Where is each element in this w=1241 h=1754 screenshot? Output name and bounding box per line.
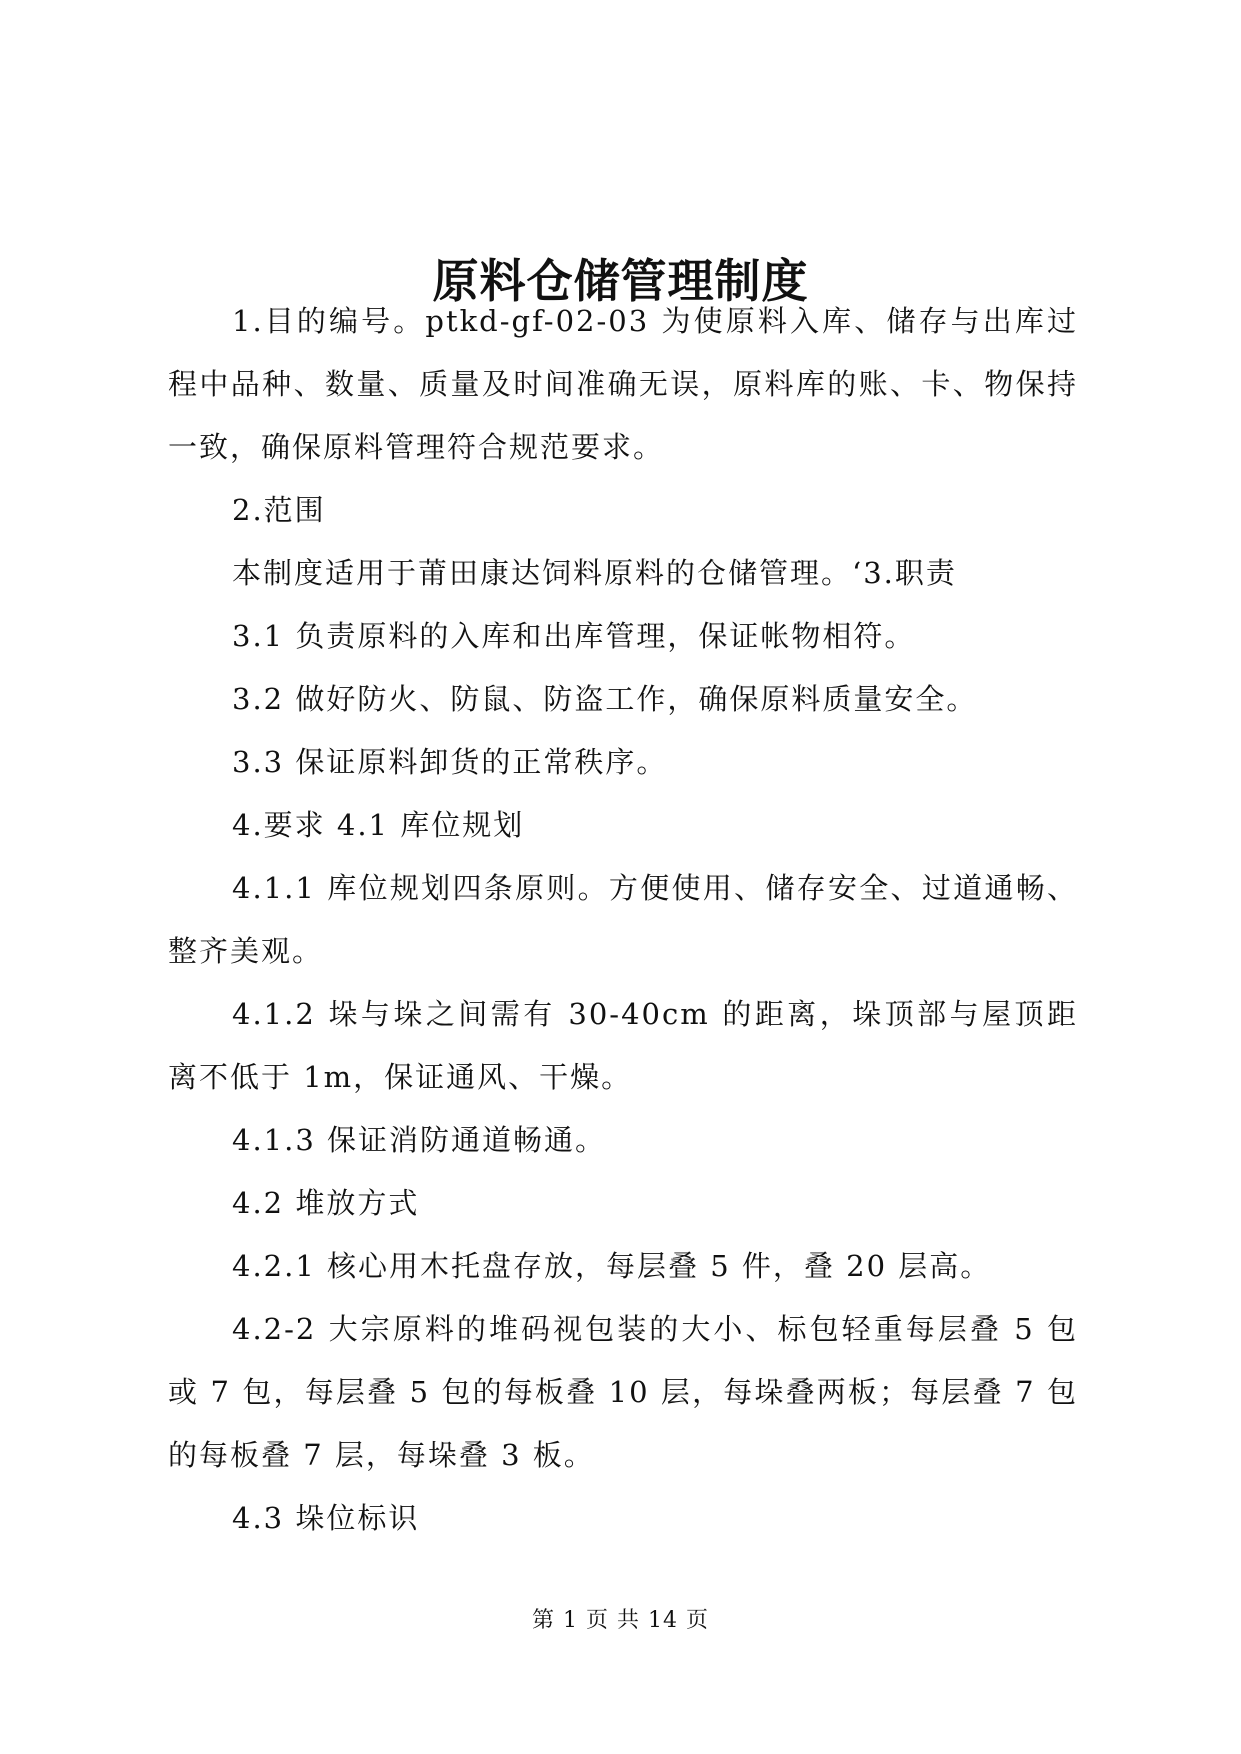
paragraph-duty-3-1: 3.1 负责原料的入库和出库管理，保证帐物相符。 xyxy=(232,619,916,653)
paragraph-duty-3-2: 3.2 做好防火、防鼠、防盗工作，确保原料质量安全。 xyxy=(232,682,978,716)
paragraph-4-1-3: 4.1.3 保证消防通道畅通。 xyxy=(232,1123,607,1157)
page-footer: 第 1 页 共 14 页 xyxy=(532,1608,709,1633)
paragraph-4-2-1: 4.2.1 核心用木托盘存放，每层叠 5 件，叠 20 层高。 xyxy=(232,1249,992,1283)
paragraph-requirements-heading: 4.要求 4.1 库位规划 xyxy=(232,808,525,842)
paragraph-duty-3-3: 3.3 保证原料卸货的正常秩序。 xyxy=(232,745,668,779)
paragraph-4-2-heading: 4.2 堆放方式 xyxy=(232,1186,420,1220)
paragraph-4-1-2: 4.1.2 垛与垛之间需有 30-40cm 的距离，垛顶部与屋顶距离不低于 1m，保证通风、干燥。 xyxy=(168,997,1078,1094)
paragraph-4-3-heading: 4.3 垛位标识 xyxy=(232,1501,420,1535)
paragraph-4-1-1: 4.1.1 库位规划四条原则。方便使用、储存安全、过道通畅、整齐美观。 xyxy=(168,871,1078,968)
paragraph-purpose: 1.目的编号。ptkd-gf-02-03 为使原料入库、储存与出库过程中品种、数量、质量及时间准确无误，原料库的账、卡、物保持一致，确保原料管理符合规范要求。 xyxy=(168,304,1078,464)
paragraph-4-2-2: 4.2-2 大宗原料的堆码视包装的大小、标包轻重每层叠 5 包或 7 包，每层叠 5 包的每板叠 10 层，每垛叠两板；每层叠 7 包的每板叠 7 层，每垛叠 3 板。 xyxy=(168,1312,1078,1472)
document-title: 原料仓储管理制度 xyxy=(432,253,809,308)
document-body xyxy=(168,290,1078,1550)
paragraph-scope-heading: 2.范围 xyxy=(232,493,326,527)
paragraph-scope: 本制度适用于莆田康达饲料原料的仓储管理。‘3.职责 xyxy=(232,556,957,590)
